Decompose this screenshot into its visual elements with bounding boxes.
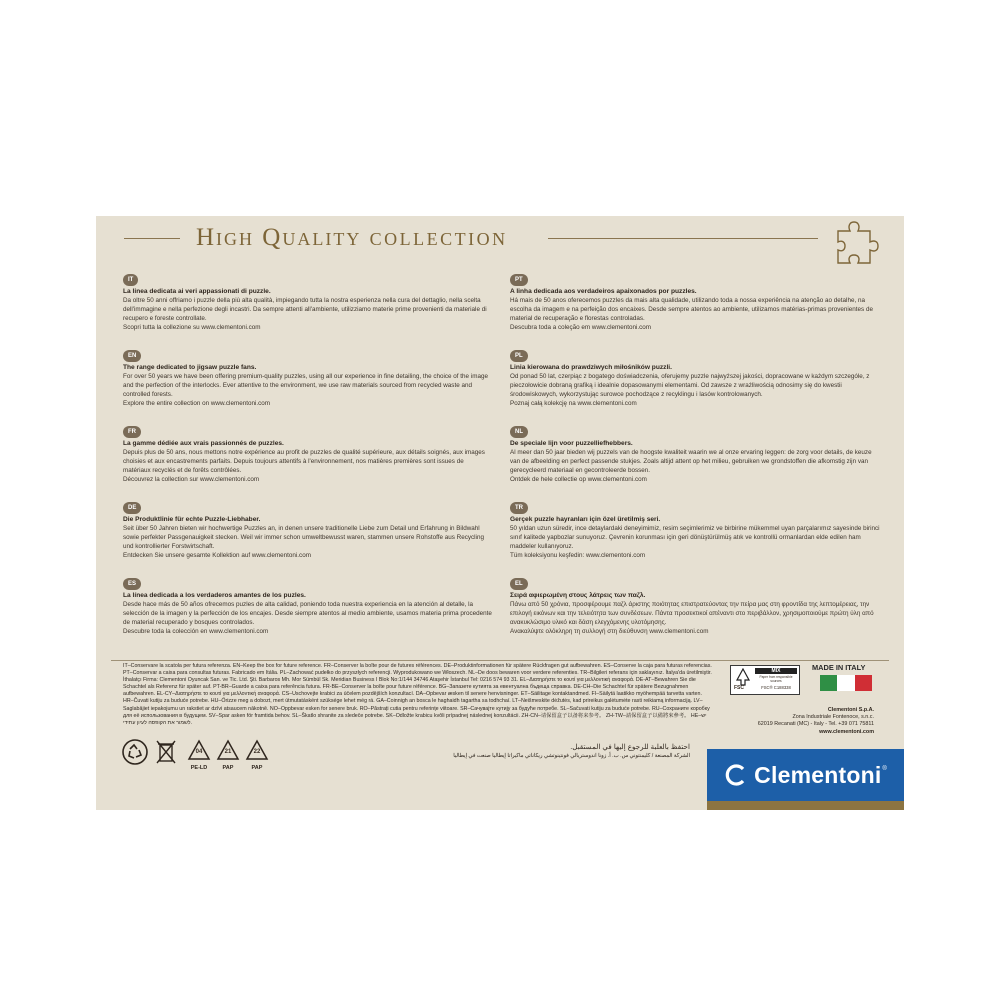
lang-footer: Découvrez la collection sur www.clementoni.com <box>123 476 260 483</box>
lang-block-el <box>510 572 880 648</box>
italy-flag <box>820 675 872 691</box>
lang-badge: PL <box>510 350 528 362</box>
lang-badge: PT <box>510 274 528 286</box>
lang-badge: TR <box>510 502 528 514</box>
lang-body: For over 50 years we have been offering premium-quality puzzles, using all our experience in fine detailing, the choice of the image and the perfection of the interlocks. Ever attentive to the environment, we use raw materials sourced from recycled waste and controlled forests. <box>123 373 488 398</box>
lang-block-es <box>123 572 493 648</box>
company-address1: Zona Industriale Fontenoce, s.n.c. <box>792 714 874 721</box>
clementoni-c-icon <box>724 763 748 787</box>
lang-body: Da oltre 50 anni offriamo i puzzle della più alta qualità, impiegando tutta la nostra esperienza nella cura del dettaglio, nella scelta dell'immagine e nella perfezione degli incastri. Da sempre attenti all'ambiente, utilizziamo materie prime provenienti da materiale di recupero e foreste controllate. <box>123 297 487 322</box>
fsc-label <box>730 665 800 695</box>
flag-white <box>837 675 854 691</box>
lang-footer: Descubre toda la colección en www.clementoni.com <box>123 628 269 635</box>
fsc-logo-text: FSC <box>734 685 744 691</box>
fsc-mix: MIX <box>755 668 797 674</box>
lang-block-it <box>123 268 493 344</box>
lang-footer: Ontdek de hele collectie op www.clementoni.com <box>510 476 647 483</box>
clementoni-wordmark: Clementoni <box>754 761 882 788</box>
registered-mark-icon: ® <box>882 766 887 772</box>
lang-footer: Entdecken Sie unsere gesamte Kollektion auf www.clementoni.com <box>123 552 311 559</box>
lang-heading: The range dedicated to jigsaw puzzle fans. <box>123 364 257 371</box>
lang-heading: Σειρά αφιερωμένη στους λάτρεις των παζλ. <box>510 592 646 599</box>
pe-number: 04 <box>195 749 203 755</box>
logo-inner <box>707 749 904 801</box>
lang-footer: Tüm koleksiyonu keşfedin: www.clementoni.com <box>510 552 646 559</box>
lang-footer: Explore the entire collection on www.clementoni.com <box>123 400 270 407</box>
company-info <box>736 707 874 736</box>
lang-block-tr <box>510 496 880 572</box>
lang-badge: EN <box>123 350 141 362</box>
lang-heading: Die Produktlinie für echte Puzzle-Liebhaber. <box>123 516 261 523</box>
flag-red <box>855 675 872 691</box>
lang-heading: De speciale lijn voor puzzelliefhebbers. <box>510 440 633 447</box>
clementoni-logo <box>707 749 904 806</box>
crossed-bin-icon <box>155 739 177 765</box>
title-high-quality: High Quality <box>196 224 362 251</box>
lang-block-pl <box>510 344 880 420</box>
pap2-number: 22 <box>253 749 261 755</box>
company-name: Clementoni S.p.A. <box>827 707 874 713</box>
made-in-italy: MADE IN ITALY <box>812 663 866 672</box>
lang-body: Od ponad 50 lat, czerpiąc z bogatego doświadczenia, oferujemy puzzle najwyższej jakości, dopracowane w każdym szczególe, z pieczołowicie dobraną grafiką i idealnie dopasowanymi elementami. Od zawsze z wrażliwością odnosimy się do kwestii środowiskowych, wykorzystując surowce pochodzące z recyklingu i lasów kontrolowanych. <box>510 373 870 398</box>
lang-body: Depuis plus de 50 ans, nous mettons notre expérience au profit de puzzles de qualité supérieure, aux détails soignés, aux images choisies et aux encastrements parfaits. Depuis toujours attentifs à l'environnement, nos matières premières sont issues de matériaux recyclés et de forêts contrôlées. <box>123 449 485 474</box>
lang-body: Há mais de 50 anos oferecemos puzzles da mais alta qualidade, utilizando toda a nossa experiência na atenção ao detalhe, na escolha da imagem e na perfeição dos encaixes. Desde sempre atentos ao ambiente, utilizamos matérias-primas provenientes de material de recuperação e florestas controladas. <box>510 297 873 322</box>
logo-gold-stripe <box>707 801 904 810</box>
recycling-symbols <box>122 739 422 779</box>
header-rule-right <box>548 238 818 239</box>
puzzle-box-panel <box>96 216 904 810</box>
pap1-number: 21 <box>224 749 232 755</box>
company-address2: 62019 Recanati (MC) - Italy - Tel. +39 071 75811 <box>757 721 874 728</box>
language-column-right <box>510 268 880 648</box>
fsc-tree-icon <box>734 668 752 686</box>
lang-block-de <box>123 496 493 572</box>
pap1-label: PAP <box>222 765 234 771</box>
lang-heading: Gerçek puzzle hayranları için özel üretilmiş seri. <box>510 516 661 523</box>
lang-footer: Descubra toda a coleção em www.clementoni.com <box>510 324 652 331</box>
lang-heading: La gamme dédiée aux vrais passionnés de puzzles. <box>123 440 284 447</box>
pap2-label: PAP <box>251 765 263 771</box>
lang-footer: Scopri tutta la collezione su www.clementoni.com <box>123 324 261 331</box>
flag-green <box>820 675 837 691</box>
section-divider <box>111 660 889 661</box>
lang-heading: La línea dedicada a los verdaderos amantes de los puzles. <box>123 592 306 599</box>
lang-body: Al meer dan 50 jaar bieden wij puzzels van de hoogste kwaliteit waarin we al onze ervaring leggen: de zorg voor details, de keuze van de afbeelding en perfect passende stukjes. Zoals altijd attent op het milieu, gebruiken we grondstoffen die afkomstig zijn van gerecycleerd materiaal en gecontroleerde bossen. <box>510 449 872 474</box>
lang-heading: Linia kierowana do prawdziwych miłośników puzzli. <box>510 364 672 371</box>
arabic-manufacturer: الشركة المصنعة / كليمنتوني س. ب. أ. زونا اندوستريالي فونتينوتشي ريكاناتي ماكيراتا إيطاليا صنعت في إيطاليا <box>453 753 690 759</box>
lang-block-fr <box>123 420 493 496</box>
lang-badge: FR <box>123 426 141 438</box>
lang-body: Desde hace más de 50 años ofrecemos puzles de alta calidad, poniendo toda nuestra experiencia en la atención al detalle, la selección de la imagen y la perfección de los encajes. Desde siempre atentos al medio ambiente, usamos materia prima procedente de material recuperado y bosques controlados. <box>123 601 492 626</box>
company-website: www.clementoni.com <box>819 728 874 735</box>
fsc-sub: Paper from responsible sources <box>759 675 793 683</box>
arabic-notice: احتفظ بالعلبة للرجوع إليها في المستقبل. <box>570 742 690 751</box>
lang-badge: IT <box>123 274 138 286</box>
lang-badge: DE <box>123 502 141 514</box>
puzzle-piece-icon <box>834 219 880 267</box>
lang-body: 50 yıldan uzun süredir, ince detaylardaki deneyimimiz, resim seçimlerimiz ve birbirine mükemmel uyan parçalarımız sayesinde birinci sınıf kalitede yapbozlar sunuyoruz. Çevrenin korunması için geri dönüştürülmüş atık ve kontrollü ormanlardan elde edilen ham maddeler kullanıyoruz. <box>510 525 880 550</box>
collection-header <box>96 216 904 268</box>
fsc-code: FSC® C188338 <box>761 685 791 690</box>
legal-text: IT–Conservare la scatola per futura referenza. EN–Keep the box for future reference. FR–Conserver la boîte pour de futures références. DE–Produktinformationen für spätere Rückfragen gut aufbewahren. ES–Conserve la caja para futuras referencias. PT–Conservar a caixa para consultas futuras. Fabricado em Itália. PL–Zachować pudełko do przyszłych referencji. Wyprodukowano we Włoszech. NL–De doos bewaren voor verdere referenties. TR–Bilgileri referans için saklayınız. İtalya'da üretilmiştir. İthalatçı Firma: Clementoni Oyuncak San. ve Tic. Ltd. Şti. Barbaros Mh. Mor Sümbül Sk. Meridian Business I Blok No:1/144 34746 Ataşehir İstanbul Tel: 0216 574 93 31. EL–Διατηρήστε το κουτί για μελλοντική αναφορά. DE-AT–Bewahren Sie die Schachtel als Referenz für später auf. PT-BR–Guarde a caixa para referência futura. FR-BE–Conserver la boîte pour future référence. BG–Запазете кутията за евентуална бъдеща справка. DE-CH–Die Schachtel für spätere Bezugnahmen aufbewahren. EL-CY–Διατηρήστε το κουτί για μελλοντική αναφορά. CS–Uschovejte krabici za účelem pozdějších konzultací. DA–Opbevar æsken til senere henvisninger. ET–Säilitage kontaktandmed. FI–Säilytä laatikko myöhempää tarvetta varten. HR–Čuvati kutiju za buduće potrebe. HU–Őrizze meg a dobozt, mert útmutatásként szüksége lehet még rá. GA–Coinnigh an bosca le haghaidh tagartha sa todhchaí. LT–Neišmeskite dėžutės, kad prireikus galėtumėte rasti reikiamą informaciją. LV–Saglabājiet iepakojumu un rakstiet ar dzīvi atsaucem nākotnē. NO–Oppbevar esken for senere bruk. RO–Păstrați cutia pentru referințe viitoare. SR–Сачувајте кутију за будуће потребе. SL–Sačuvati kutiju za buduće potrebe. RU–Сохраните коробку для её использования в будущем. SV–Spar asken för framtida behov. SL–Škatlo shranite za sledeče potrebe. SK–Odložte krabicu kvôli prípadnej následnej konzultácii. ZH-CN–请保留盒子以备将来参考。 ZH-TW–請保留盒子以備將來參考。 HE–יש לשמור את הקופסה לעיון עתידי. <box>123 663 712 726</box>
lang-block-pt <box>510 268 880 344</box>
pe-label: PE-LD <box>190 765 208 771</box>
lang-footer: Ανακαλύψτε ολόκληρη τη συλλογή στη διεύθυνση www.clementoni.com <box>510 628 709 635</box>
lang-badge: NL <box>510 426 528 438</box>
lang-badge: EL <box>510 578 528 590</box>
lang-block-en <box>123 344 493 420</box>
lang-heading: La linea dedicata ai veri appassionati di puzzle. <box>123 288 271 295</box>
lang-block-nl <box>510 420 880 496</box>
lang-footer: Poznaj całą kolekcję na www.clementoni.com <box>510 400 637 407</box>
title-collection: COLLECTION <box>369 229 508 249</box>
collection-title <box>196 224 508 252</box>
recycle-icon <box>122 739 148 765</box>
lang-body: Seit über 50 Jahren bieten wir hochwertige Puzzles an, in denen unsere traditionelle Liebe zum Detail und Erfahrung in Bildwahl sowie perfekter Passgenauigkeit stecken. Weil wir immer schon umweltbewusst waren, stammen unsere Rohstoffe aus Recycling und kontrollierter Forstwirtschaft. <box>123 525 484 550</box>
lang-body: Πάνω από 50 χρόνια, προσφέρουμε παζλ άριστης ποιότητας επιστρατεύοντας την πείρα μας στη φροντίδα της λεπτομέρειας, την επιλογή εικόνων και την τελειότητα των συνδέσεων. Πάντα προσεκτικοί απέναντι στο περιβάλλον, χρησιμοποιούμε πρώτη ύλη από ανακυκλώσιμο υλικό και δάση ελεγχόμενης υλοτόμησης. <box>510 601 874 626</box>
lang-badge: ES <box>123 578 141 590</box>
language-column-left <box>123 268 493 648</box>
lang-heading: A linha dedicada aos verdadeiros apaixonados por puzzles. <box>510 288 697 295</box>
header-rule-left <box>124 238 180 239</box>
